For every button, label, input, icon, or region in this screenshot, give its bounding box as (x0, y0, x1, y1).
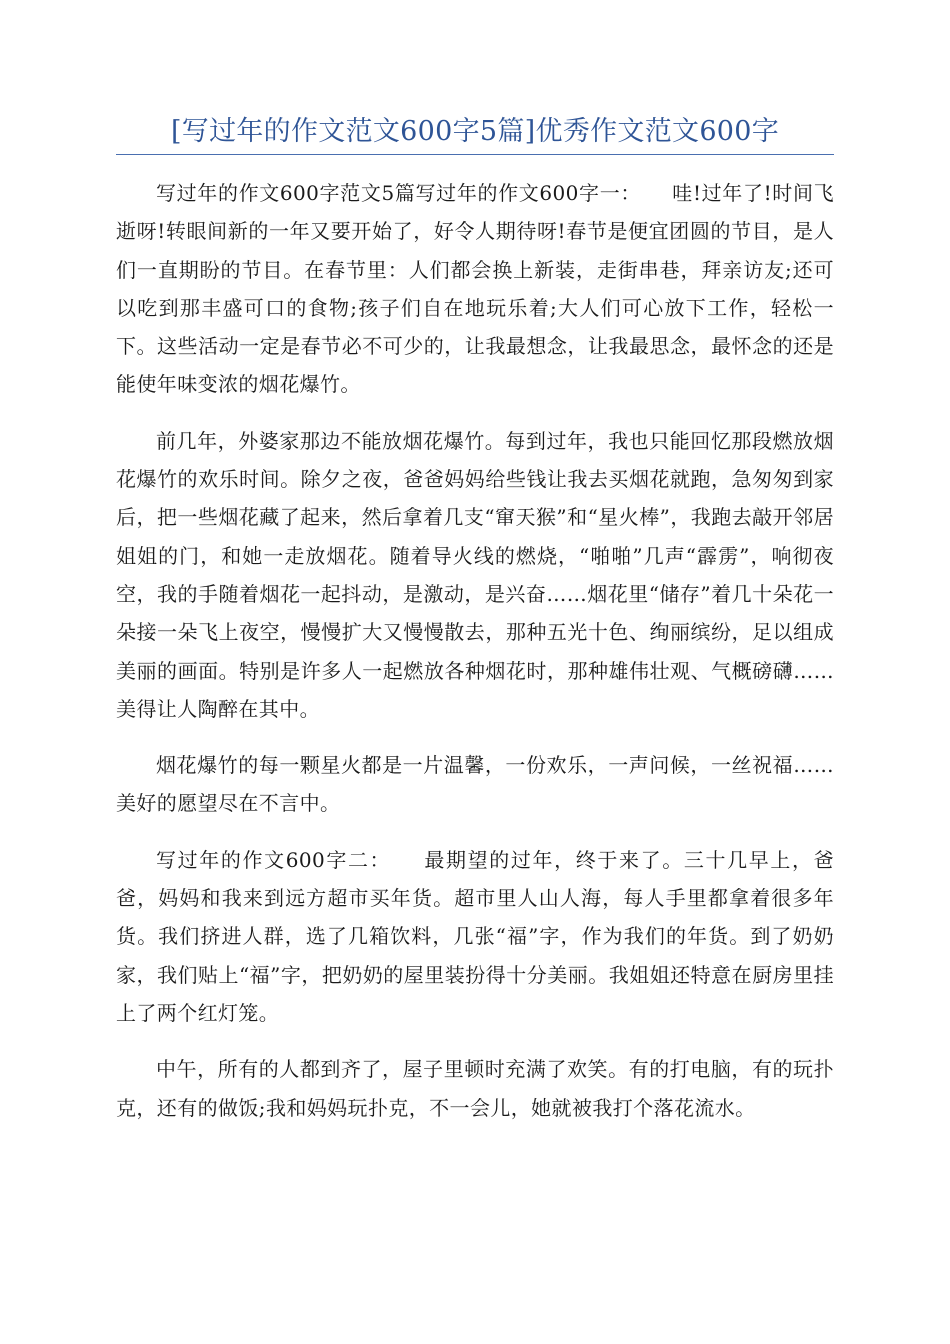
paragraph-3: 烟花爆竹的每一颗星火都是一片温馨，一份欢乐，一声问候，一丝祝福……美好的愿望尽在不言中。 (116, 753, 834, 816)
paragraph-2: 前几年，外婆家那边不能放烟花爆竹。每到过年，我也只能回忆那段燃放烟花爆竹的欢乐时间。除夕之夜，爸爸妈妈给些钱让我去买烟花就跑，急匆匆到家后，把一些烟花藏了起来，然后拿着几支“窜天猴”和“星火棒”，我跑去敲开邻居姐姐的门，和她一走放烟花。随着导火线的燃烧，“啪啪”几声“霹雳”，响彻夜空，我的手随着烟花一起抖动，是激动，是兴奋……烟花里“储存”着几十朵花一朵接一朵飞上夜空，慢慢扩大又慢慢散去，那种五光十色、绚丽缤纷，足以组成美丽的画面。特别是许多人一起燃放各种烟花时，那种雄伟壮观、气概磅礴……美得让人陶醉在其中。 (116, 428, 834, 721)
document-body (116, 174, 834, 1145)
document-title: [写过年的作文范文600字5篇]优秀作文范文600字 (170, 116, 780, 147)
paragraph-4: 写过年的作文600字二： 最期望的过年，终于来了。三十几早上，爸爸，妈妈和我来到远方超市买年货。超市里人山人海，每人手里都拿着很多年货。我们挤进人群，选了几箱饮料，几张“福”字，作为我们的年货。到了奶奶家，我们贴上“福”字，把奶奶的屋里装扮得十分美丽。我姐姐还特意在厨房里挂上了两个红灯笼。 (116, 847, 834, 1025)
title-underline (116, 154, 834, 155)
paragraph-1: 写过年的作文600字范文5篇写过年的作文600字一： 哇!过年了!时间飞逝呀!转眼间新的一年又要开始了，好令人期待呀!春节是便宜团圆的节目，是人们一直期盼的节目。在春节里：人们都会换上新装，走街串巷，拜亲访友;还可以吃到那丰盛可口的食物;孩子们自在地玩乐着;大人们可心放下工作，轻松一下。这些活动一定是春节必不可少的，让我最想念，让我最思念，最怀念的还是能使年味变浓的烟花爆竹。 (116, 181, 834, 397)
paragraph-5: 中午，所有的人都到齐了，屋子里顿时充满了欢笑。有的打电脑，有的玩扑克，还有的做饭;我和妈妈玩扑克，不一会儿，她就被我打个落花流水。 (116, 1057, 834, 1120)
